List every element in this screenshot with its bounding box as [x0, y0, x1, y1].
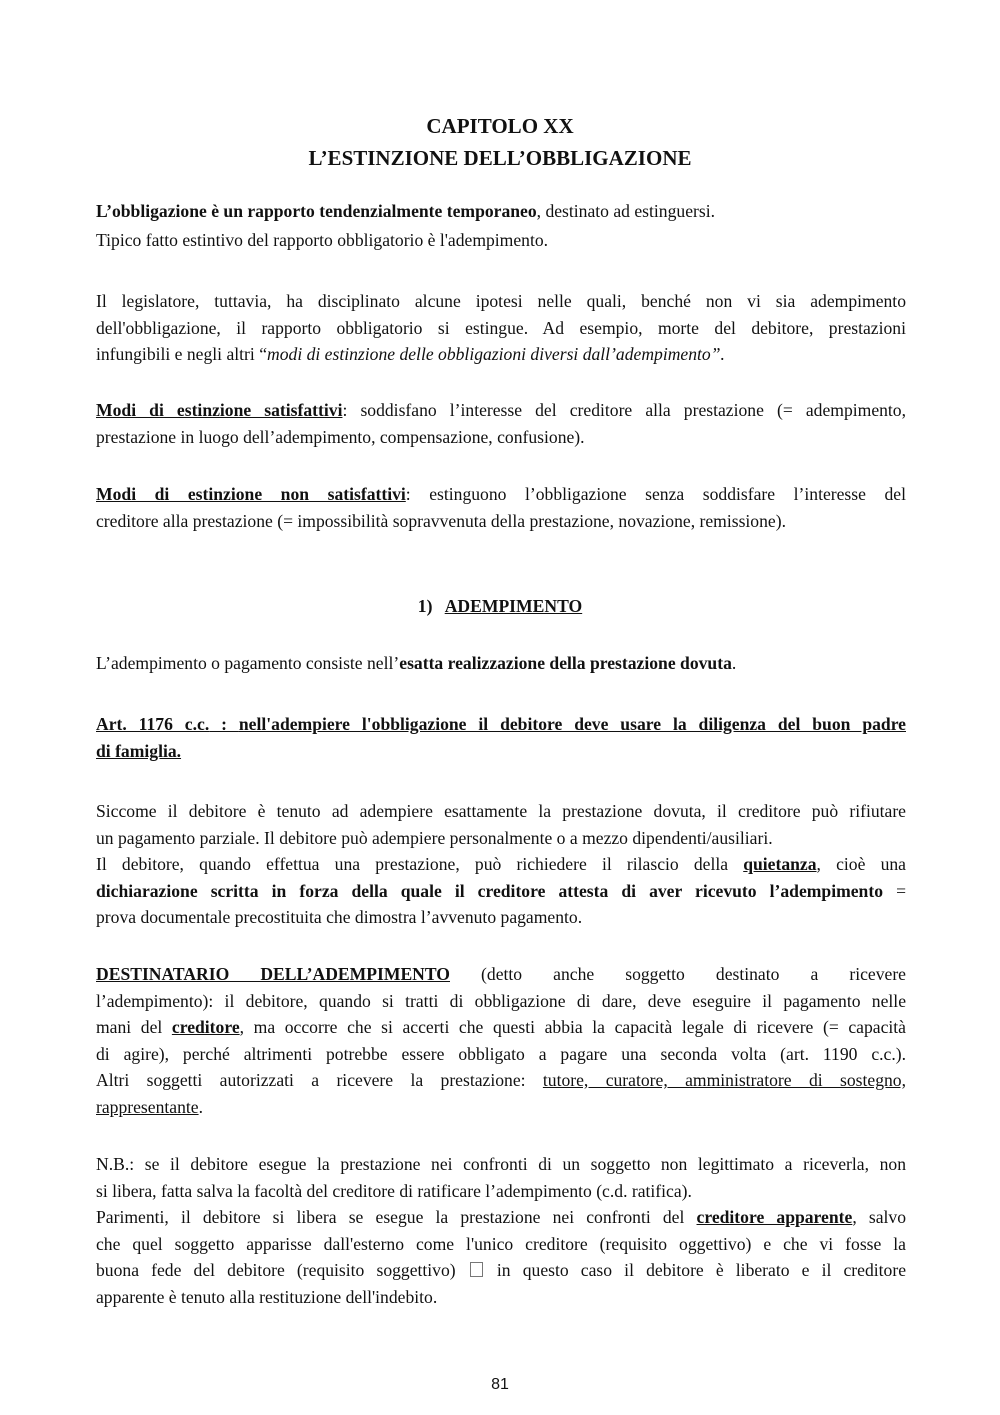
art1176-paragraph — [96, 711, 906, 764]
satisfattivi-line-2: prestazione in luogo dell’adempimento, compensazione, confusione). — [96, 426, 585, 447]
legislatore-line-1: Il legislatore, tuttavia, ha disciplinato alcune ipotesi nelle quali, benché non vi sia adempimento — [96, 291, 906, 311]
destinatario-rest: (detto anche soggetto destinato a ricevere — [450, 964, 906, 984]
siccome-line-1: Siccome il debitore è tenuto ad adempiere esattamente la prestazione dovuta, il creditore può rifiutare — [96, 801, 906, 821]
siccome-line-3 — [96, 851, 906, 878]
destinatario-line-5 — [96, 1067, 906, 1094]
destinatario-l5-a: Altri soggetti autorizzati a ricevere la prestazione: — [96, 1070, 543, 1090]
section-heading-adempimento — [0, 596, 1000, 617]
non-satisfattivi-line-1 — [96, 481, 906, 508]
rappresentante-term: rappresentante — [96, 1096, 199, 1117]
intro-line-2: Tipico fatto estintivo del rapporto obbligatorio è l'adempimento. — [96, 229, 549, 250]
destinatario-l3-a: mani del — [96, 1017, 172, 1037]
intro-line-1 — [96, 198, 906, 225]
definition-a: L’adempimento o pagamento consiste nell’ — [96, 653, 400, 673]
intro-bold: L’obbligazione è un rapporto tendenzialmente temporaneo — [96, 201, 537, 221]
destinatario-line-6 — [96, 1094, 906, 1121]
siccome-line-4 — [96, 878, 906, 905]
nb-l3-a: Parimenti, il debitore si libera se esegue la prestazione nei confronti del — [96, 1207, 697, 1227]
nb-line-1: N.B.: se il debitore esegue la prestazione nei confronti di un soggetto non legittimato a riceverla, non — [96, 1154, 906, 1174]
nb-line-5 — [96, 1257, 906, 1284]
legislatore-paragraph — [96, 288, 906, 368]
satisfattivi-rest: : soddisfano l’interesse del creditore alla prestazione (= adempimento, — [342, 400, 907, 420]
art1176-ref: Art. 1176 c.c. — [96, 714, 210, 734]
satisfattivi-paragraph — [96, 397, 906, 450]
definition-b: . — [731, 653, 737, 673]
satisfattivi-line-1 — [96, 397, 906, 424]
arrow-placeholder-icon — [470, 1262, 483, 1277]
siccome-l3-b: , cioè una — [816, 854, 906, 874]
siccome-l4-rest: = — [883, 880, 906, 901]
destinatario-line-2: l’adempimento): il debitore, quando si tratti di obbligazione di dare, deve eseguire il pagamento nelle — [96, 990, 906, 1011]
creditore-term: creditore — [171, 1017, 240, 1037]
adempimento-definition — [96, 650, 906, 677]
destinatario-line-3 — [96, 1014, 906, 1041]
nb-l3-b: , salvo — [852, 1207, 906, 1227]
legislatore-l3-italic: modi di estinzione delle obbligazioni diversi dall’adempimento”. — [267, 344, 725, 364]
destinatario-paragraph — [96, 961, 906, 1120]
section-number: 1) — [417, 596, 433, 616]
non-satisfattivi-rest: : estinguono l’obbligazione senza soddisfare l’interesse del — [405, 484, 906, 504]
destinatario-l6-b: . — [198, 1096, 203, 1117]
legislatore-line-3 — [96, 341, 906, 368]
creditore-apparente-term: creditore apparente — [696, 1207, 853, 1227]
legislatore-l3-a: infungibili e negli altri “ — [96, 344, 268, 364]
art1176-line-2: di famiglia. — [96, 740, 182, 761]
nb-line-6: apparente è tenuto alla restituzione dell'indebito. — [96, 1286, 438, 1307]
art1176-sep: : — [209, 714, 239, 734]
chapter-title: L’ESTINZIONE DELL’OBBLIGAZIONE — [308, 146, 692, 170]
adempimento-definition-line — [96, 650, 906, 677]
art1176-line-1 — [96, 711, 906, 738]
nb-l5-a: buona fede del debitore (requisito soggettivo) — [96, 1260, 456, 1280]
nb-paragraph — [96, 1151, 906, 1310]
nb-line-2: si libera, fatta salva la facoltà del creditore di ratificare l’adempimento (c.d. ratifica). — [96, 1180, 692, 1201]
non-satisfattivi-paragraph — [96, 481, 906, 534]
intro-paragraph — [96, 198, 906, 253]
destinatario-term: DESTINATARIO DELL’ADEMPIMENTO — [96, 964, 450, 984]
non-satisfattivi-term: Modi di estinzione non satisfattivi — [96, 484, 406, 504]
definition-bold: esatta realizzazione della prestazione dovuta — [399, 653, 732, 673]
intro-rest: , destinato ad estinguersi. — [536, 201, 715, 221]
art1176-text: nell'adempiere l'obbligazione il debitore deve usare la diligenza del buon padre — [238, 714, 906, 734]
destinatario-line-1 — [96, 961, 906, 988]
section-title: ADEMPIMENTO — [444, 596, 583, 616]
legislatore-line-2: dell'obbligazione, il rapporto obbligatorio si estingue. Ad esempio, morte del debitore, prestazioni — [96, 317, 906, 338]
destinatario-line-4: di agire), perché altrimenti potrebbe essere obbligato a pagare una seconda volta (art. 1190 c.c.). — [96, 1043, 906, 1064]
destinatario-l3-b: , ma occorre che si accerti che questi abbia la capacità legale di ricevere (= capacità — [239, 1017, 906, 1037]
chapter-number: CAPITOLO XX — [426, 114, 574, 138]
siccome-l4-bold: dichiarazione scritta in forza della quale il creditore attesta di aver ricevuto l’adempimento — [96, 880, 884, 901]
siccome-paragraph — [96, 798, 906, 931]
quietanza-term: quietanza — [743, 854, 817, 874]
nb-line-3 — [96, 1204, 906, 1231]
siccome-line-5: prova documentale precostituita che dimostra l’avvenuto pagamento. — [96, 907, 583, 927]
satisfattivi-term: Modi di estinzione satisfattivi — [96, 400, 343, 420]
page-number: 81 — [491, 1376, 509, 1393]
nb-line-4: che quel soggetto apparisse dall'esterno come l'unico creditore (requisito oggettivo) e che vi fosse la — [96, 1233, 906, 1254]
siccome-l3-a: Il debitore, quando effettua una prestazione, può richiedere il rilascio della — [96, 854, 744, 874]
siccome-line-2: un pagamento parziale. Il debitore può adempiere personalmente o a mezzo dipendenti/ausiliari. — [96, 827, 773, 848]
destinatario-l5-underline: tutore, curatore, amministratore di sostegno, — [542, 1070, 906, 1090]
non-satisfattivi-line-2: creditore alla prestazione (= impossibilità sopravvenuta della prestazione, novazione, remissione). — [96, 510, 786, 531]
nb-l5-b: in questo caso il debitore è liberato e il creditore — [496, 1260, 907, 1280]
